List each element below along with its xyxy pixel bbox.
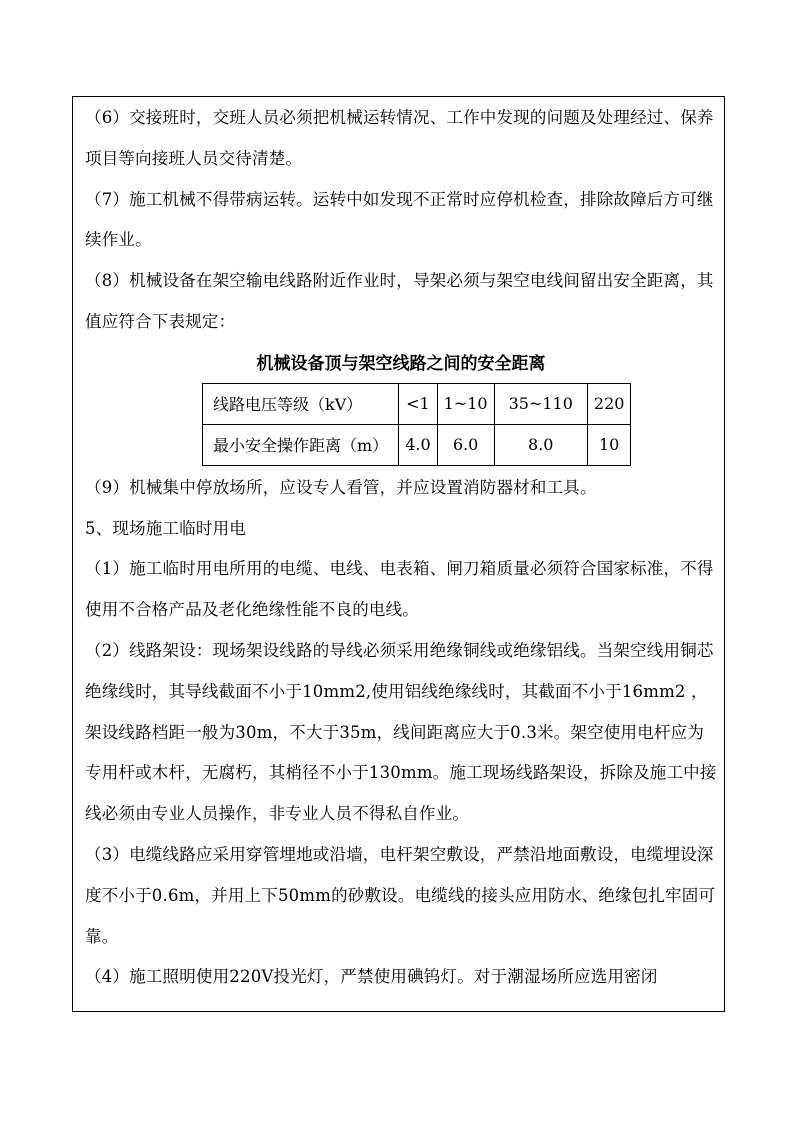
table-row xyxy=(203,424,631,465)
table-cell: 1~10 xyxy=(437,383,494,424)
table-cell: 10 xyxy=(587,424,631,465)
table-cell: 6.0 xyxy=(437,424,494,465)
safety-distance-table xyxy=(202,383,631,466)
document-body xyxy=(85,97,717,998)
paragraph-power-1: （1）施工临时用电所用的电缆、电线、电表箱、闸刀箱质量必须符合国家标准，不得使用不合格产品及老化绝缘性能不良的电线。 xyxy=(85,559,714,620)
paragraph-power-4: （4）施工照明使用220V投光灯，严禁使用碘钨灯。对于潮湿场所应选用密闭 xyxy=(85,967,658,987)
table-row xyxy=(203,383,631,424)
paragraph-8: （8）机械设备在架空输电线路附近作业时，导架必须与架空电线间留出安全距离，其值应符合下表规定： xyxy=(85,271,714,331)
table-cell: <1 xyxy=(399,383,437,424)
table-cell: 线路电压等级（kV） xyxy=(203,383,399,424)
table-cell: 35~110 xyxy=(494,383,587,424)
section-heading: 5、现场施工临时用电 xyxy=(85,518,246,538)
table-cell: 最小安全操作距离（m） xyxy=(203,424,399,465)
paragraph-6: （6）交接班时，交班人员必须把机械运转情况、工作中发现的问题及处理经过、保养项目等向接班人员交待清楚。 xyxy=(85,108,714,168)
page-frame xyxy=(72,96,725,1012)
table-title: 机械设备顶与架空线路之间的安全距离 xyxy=(256,353,546,374)
paragraph-7: （7）施工机械不得带病运转。运转中如发现不正常时应停机检查，排除故障后方可继续作业。 xyxy=(85,189,714,250)
paragraph-power-3: （3）电缆线路应采用穿管埋地或沿墙，电杆架空敷设，严禁沿地面敷设，电缆埋设深度不小于0.6m，并用上下50mm的砂敷设。电缆线的接头应用防水、绝缘包扎牢固可靠。 xyxy=(85,844,716,946)
table-cell: 8.0 xyxy=(494,424,587,465)
paragraph-power-2: （2）线路架设：现场架设线路的导线必须采用绝缘铜线或绝缘铝线。当架空线用铜芯绝缘线时，其导线截面不小于10mm2,使用铝线绝缘线时，其截面不小于16mm2 ，架设线路档距一般为30m，不大于35m，线间距离应大于0.3米。架空使用电杆应为专用杆或木杆，无腐朽，其梢径不小于130mm。施工现场线路架设，拆除及施工中接线必须由专业人员操作，非专业人员不得私自作业。 xyxy=(85,640,717,824)
table-cell: 4.0 xyxy=(399,424,437,465)
table-cell: 220 xyxy=(587,383,631,424)
paragraph-9: （9）机械集中停放场所，应设专人看管，并应设置消防器材和工具。 xyxy=(85,477,597,497)
